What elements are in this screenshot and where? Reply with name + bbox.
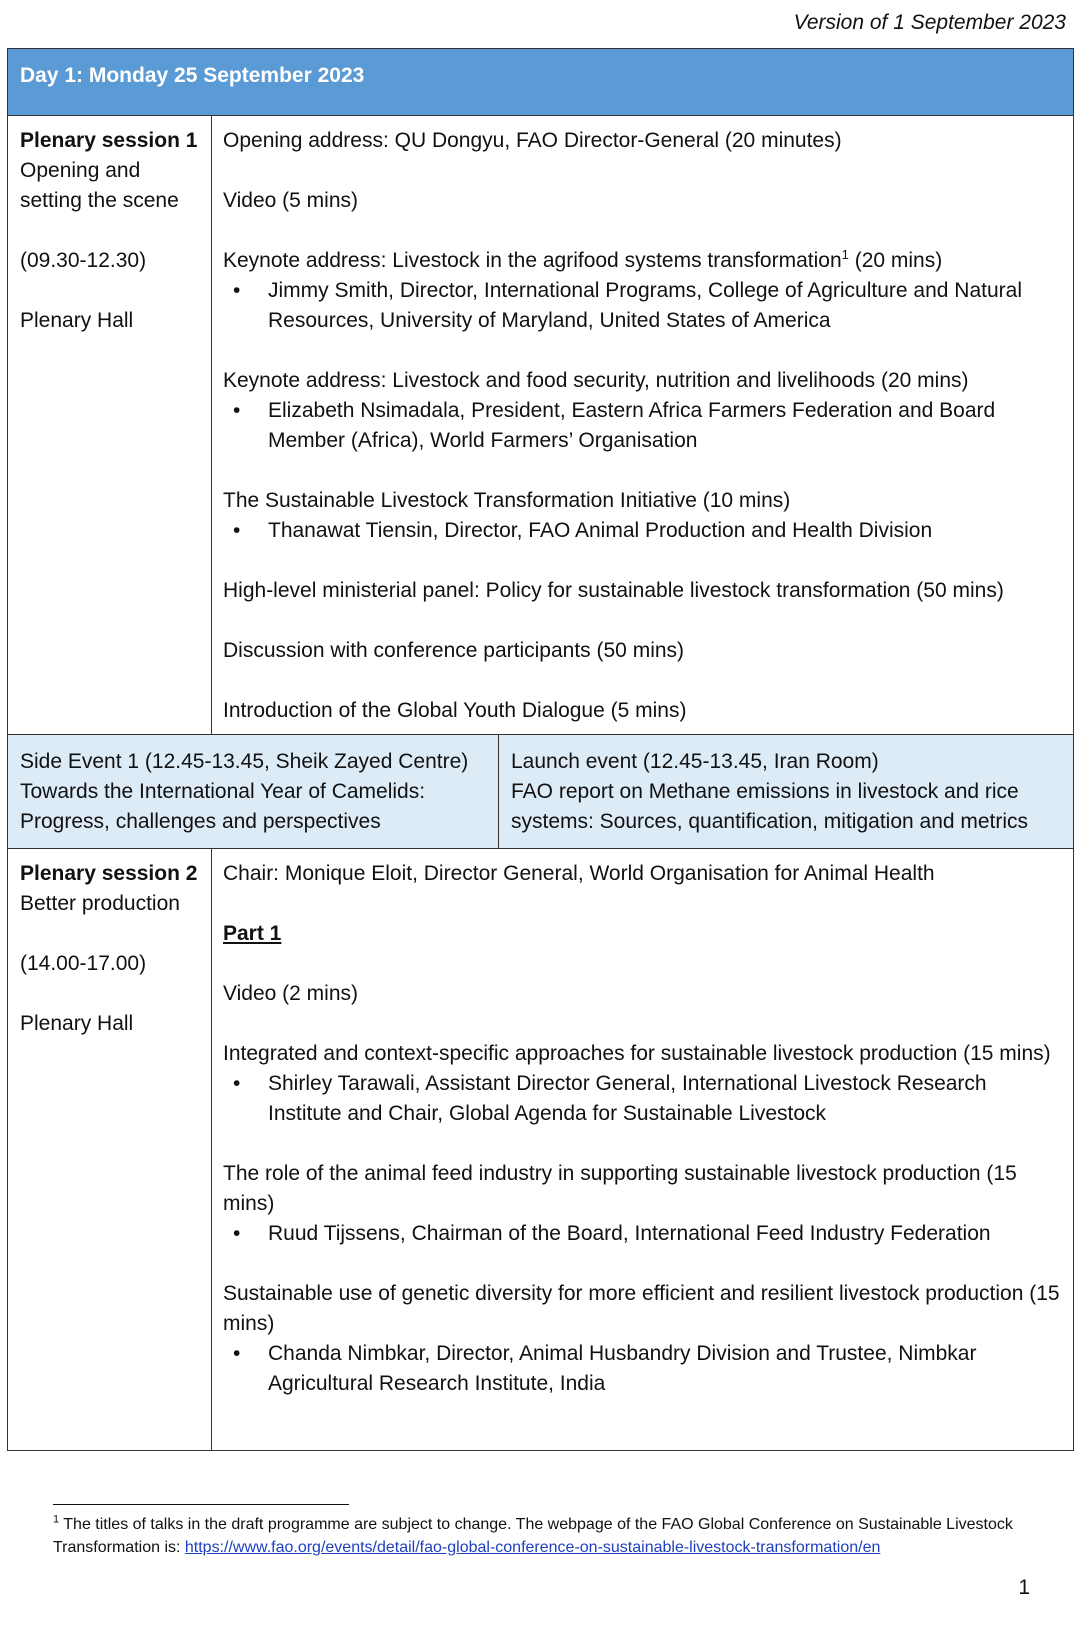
- programme-table: [7, 48, 1074, 1451]
- session1-row: [8, 116, 1073, 735]
- session2-info: [8, 849, 212, 1450]
- page-number: 1: [1018, 1576, 1030, 1599]
- session2-agenda: [212, 849, 1073, 1450]
- speaker-bullet: • Elizabeth Nsimadala, President, Eastern Africa Farmers Federation and Board Member (Africa), World Farmers’ Organisation: [223, 396, 1063, 456]
- side-event-1-title: Towards the International Year of Camelids: Progress, challenges and perspectives: [20, 780, 426, 833]
- session1-subtitle: Opening and setting the scene: [20, 159, 179, 212]
- session1-info: [8, 116, 212, 734]
- side-event-1: [8, 735, 499, 848]
- agenda-item: The role of the animal feed industry in supporting sustainable livestock production (15 mins): [223, 1162, 1017, 1215]
- speaker-bullet: • Chanda Nimbkar, Director, Animal Husbandry Division and Trustee, Nimbkar Agricultural Research Institute, India: [223, 1339, 1063, 1399]
- session2-time: (14.00-17.00): [20, 952, 147, 975]
- version-label: Version of 1 September 2023: [793, 11, 1066, 34]
- agenda-item: Discussion with conference participants (50 mins): [223, 639, 685, 662]
- speaker-bullet: • Shirley Tarawali, Assistant Director General, International Livestock Research Institute and Chair, Global Agenda for Sustainable Livestock: [223, 1069, 1063, 1129]
- session2-chair: Chair: Monique Eloit, Director General, World Organisation for Animal Health: [223, 862, 935, 885]
- session1-title: Plenary session 1: [20, 129, 198, 152]
- agenda-item: Video (5 mins): [223, 189, 359, 212]
- agenda-item: High-level ministerial panel: Policy for sustainable livestock transformation (50 mins): [223, 579, 1004, 602]
- session1-venue: Plenary Hall: [20, 309, 134, 332]
- side-event-1-heading: Side Event 1 (12.45-13.45, Sheik Zayed Centre): [20, 750, 469, 773]
- agenda-item: Keynote address: Livestock in the agrifood systems transformation$^1$ (20 mins): [223, 247, 943, 272]
- agenda-item: Video (2 mins): [223, 982, 359, 1005]
- footnote-text: The titles of talks in the draft programme are subject to change. The webpage of the FAO Global Conference on Sustainable Livestock Transformation is:: [53, 1516, 1013, 1556]
- side-events-row: [8, 735, 1073, 849]
- launch-event-heading: Launch event (12.45-13.45, Iran Room): [511, 750, 879, 773]
- speaker-bullet: • Ruud Tijssens, Chairman of the Board, International Feed Industry Federation: [223, 1219, 1063, 1249]
- session2-subtitle: Better production: [20, 892, 180, 915]
- launch-event: [499, 735, 1073, 848]
- session2-venue: Plenary Hall: [20, 1012, 134, 1035]
- agenda-item: Integrated and context-specific approaches for sustainable livestock production (15 mins): [223, 1042, 1051, 1065]
- speaker-bullet: • Thanawat Tiensin, Director, FAO Animal Production and Health Division: [223, 516, 1063, 546]
- agenda-item: Introduction of the Global Youth Dialogue (5 mins): [223, 699, 687, 722]
- session1-time: (09.30-12.30): [20, 249, 147, 272]
- conference-webpage-link[interactable]: https://www.fao.org/events/detail/fao-global-conference-on-sustainable-livestock-transformation/en: [184, 1539, 881, 1556]
- agenda-item: The Sustainable Livestock Transformation Initiative (10 mins): [223, 489, 791, 512]
- session1-agenda: [212, 116, 1073, 734]
- agenda-item: Opening address: QU Dongyu, FAO Director-General (20 minutes): [223, 129, 842, 152]
- agenda-item: Sustainable use of genetic diversity for more efficient and resilient livestock production (15 mins): [223, 1282, 1060, 1335]
- footnote-divider: [53, 1504, 349, 1505]
- footnote-marker: 1: [53, 1513, 60, 1526]
- launch-event-title: FAO report on Methane emissions in livestock and rice systems: Sources, quantification, mitigation and metrics: [511, 780, 1029, 833]
- agenda-item: Keynote address: Livestock and food security, nutrition and livelihoods (20 mins): [223, 369, 969, 392]
- footnote-ref: 1: [841, 247, 849, 262]
- session2-title: Plenary session 2: [20, 862, 198, 885]
- speaker-bullet: • Jimmy Smith, Director, International Programs, College of Agriculture and Natural Resources, University of Maryland, United States of America: [223, 276, 1063, 336]
- day-header: Day 1: Monday 25 September 2023: [8, 49, 1073, 116]
- part-heading: Part 1: [223, 922, 282, 945]
- footnote: [53, 1513, 1063, 1559]
- session2-row: [8, 849, 1073, 1450]
